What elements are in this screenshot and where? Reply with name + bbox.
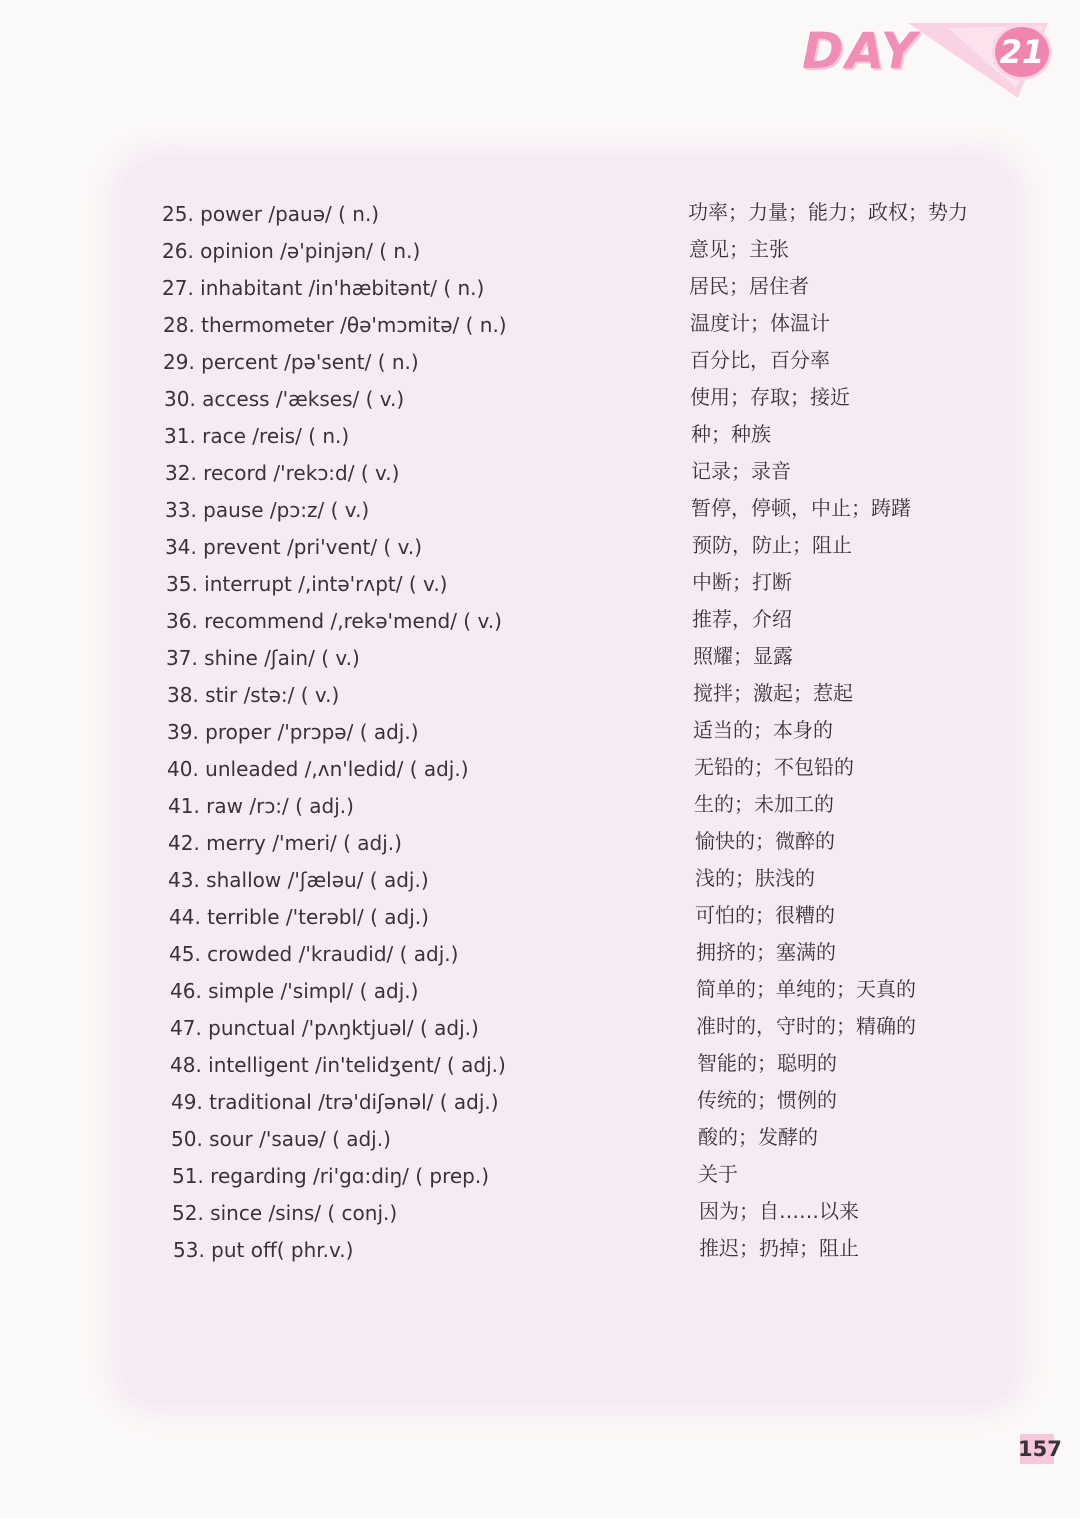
chinese-definition: 百分比，百分率 [690,348,830,372]
vocabulary-entry [0,344,1080,381]
vocabulary-entry [0,418,1080,455]
chinese-definition: 搅拌；激起；惹起 [693,681,853,705]
vocabulary-entry [0,677,1080,714]
vocabulary-entry [0,455,1080,492]
vocabulary-entry [0,1195,1080,1232]
vocabulary-entry [0,529,1080,566]
day-banner [788,18,1058,108]
english-term: 47. punctual /'pʌŋktjuəl/ ( adj.) [170,1016,479,1040]
vocabulary-entry [0,936,1080,973]
vocabulary-entry [0,1047,1080,1084]
english-term: 26. opinion /ə'pinjən/ ( n.) [162,239,421,263]
vocabulary-entry [0,788,1080,825]
chinese-definition: 传统的；惯例的 [697,1088,837,1112]
chinese-definition: 功率；力量；能力；政权；势力 [688,200,968,224]
vocabulary-entry [0,1084,1080,1121]
english-term: 46. simple /'simpl/ ( adj.) [170,979,419,1003]
vocabulary-entry [0,973,1080,1010]
vocabulary-entry [0,270,1080,307]
english-term: 43. shallow /'ʃæləu/ ( adj.) [168,868,429,892]
day-number-badge: 21 [992,24,1052,80]
vocabulary-entry [0,1232,1080,1269]
english-term: 27. inhabitant /in'hæbitənt/ ( n.) [162,276,485,300]
english-term: 28. thermometer /θə'mɔmitə/ ( n.) [163,313,507,337]
vocabulary-entry [0,566,1080,603]
vocabulary-entry [0,492,1080,529]
chinese-definition: 拥挤的；塞满的 [696,940,836,964]
chinese-definition: 温度计；体温计 [690,311,830,335]
vocabulary-entry [0,825,1080,862]
english-term: 45. crowded /'kraudid/ ( adj.) [169,942,459,966]
chinese-definition: 因为；自……以来 [699,1199,859,1223]
vocabulary-entry [0,899,1080,936]
chinese-definition: 意见；主张 [689,237,789,261]
chinese-definition: 居民；居住者 [689,274,809,298]
english-term: 48. intelligent /in'telidʒent/ ( adj.) [170,1053,506,1077]
page-number: 157 [1018,1432,1058,1466]
english-term: 38. stir /stə:/ ( v.) [167,683,340,707]
english-term: 41. raw /rɔ:/ ( adj.) [168,794,354,818]
english-term: 51. regarding /ri'gɑ:diŋ/ ( prep.) [172,1164,490,1188]
chinese-definition: 生的；未加工的 [694,792,834,816]
chinese-definition: 记录；录音 [691,459,791,483]
vocabulary-entry [0,603,1080,640]
vocabulary-entry [0,751,1080,788]
vocabulary-entry [0,714,1080,751]
chinese-definition: 推荐，介绍 [692,607,792,631]
vocabulary-entry [0,196,1080,233]
vocabulary-entry [0,640,1080,677]
english-term: 31. race /reis/ ( n.) [164,424,350,448]
chinese-definition: 暂停，停顿，中止；踌躇 [691,496,911,520]
chinese-definition: 预防，防止；阻止 [692,533,852,557]
chinese-definition: 浅的；肤浅的 [695,866,815,890]
english-term: 53. put off( phr.v.) [173,1238,354,1262]
english-term: 35. interrupt /,intə'rʌpt/ ( v.) [166,572,448,596]
vocabulary-entry [0,381,1080,418]
chinese-definition: 无铅的；不包铅的 [694,755,854,779]
vocabulary-entry [0,1010,1080,1047]
vocabulary-entry [0,307,1080,344]
vocabulary-entry [0,233,1080,270]
chinese-definition: 愉快的；微醉的 [695,829,835,853]
chinese-definition: 推迟；扔掉；阻止 [699,1236,859,1260]
chinese-definition: 种；种族 [691,422,771,446]
english-term: 36. recommend /,rekə'mend/ ( v.) [166,609,502,633]
chinese-definition: 关于 [698,1162,738,1186]
chinese-definition: 准时的，守时的；精确的 [696,1014,916,1038]
chinese-definition: 简单的；单纯的；天真的 [696,977,916,1001]
english-term: 37. shine /ʃain/ ( v.) [166,646,360,670]
english-term: 32. record /'rekɔ:d/ ( v.) [165,461,400,485]
chinese-definition: 中断；打断 [692,570,792,594]
english-term: 40. unleaded /,ʌn'ledid/ ( adj.) [167,757,469,781]
english-term: 52. since /sins/ ( conj.) [172,1201,398,1225]
english-term: 25. power /pauə/ ( n.) [162,202,380,226]
english-term: 50. sour /'sauə/ ( adj.) [171,1127,391,1151]
english-term: 42. merry /'meri/ ( adj.) [168,831,402,855]
day-label: DAY [802,22,919,80]
chinese-definition: 可怕的；很糟的 [695,903,835,927]
english-term: 44. terrible /'terəbl/ ( adj.) [169,905,429,929]
chinese-definition: 适当的；本身的 [693,718,833,742]
chinese-definition: 照耀；显露 [693,644,793,668]
english-term: 29. percent /pə'sent/ ( n.) [163,350,419,374]
vocabulary-entry [0,1121,1080,1158]
english-term: 33. pause /pɔ:z/ ( v.) [165,498,370,522]
chinese-definition: 智能的；聪明的 [697,1051,837,1075]
english-term: 39. proper /'prɔpə/ ( adj.) [167,720,419,744]
vocabulary-entry [0,1158,1080,1195]
vocabulary-entry [0,862,1080,899]
chinese-definition: 使用；存取；接近 [690,385,850,409]
english-term: 49. traditional /trə'diʃənəl/ ( adj.) [171,1090,499,1114]
english-term: 30. access /'ækses/ ( v.) [164,387,405,411]
english-term: 34. prevent /pri'vent/ ( v.) [165,535,423,559]
chinese-definition: 酸的；发酵的 [698,1125,818,1149]
